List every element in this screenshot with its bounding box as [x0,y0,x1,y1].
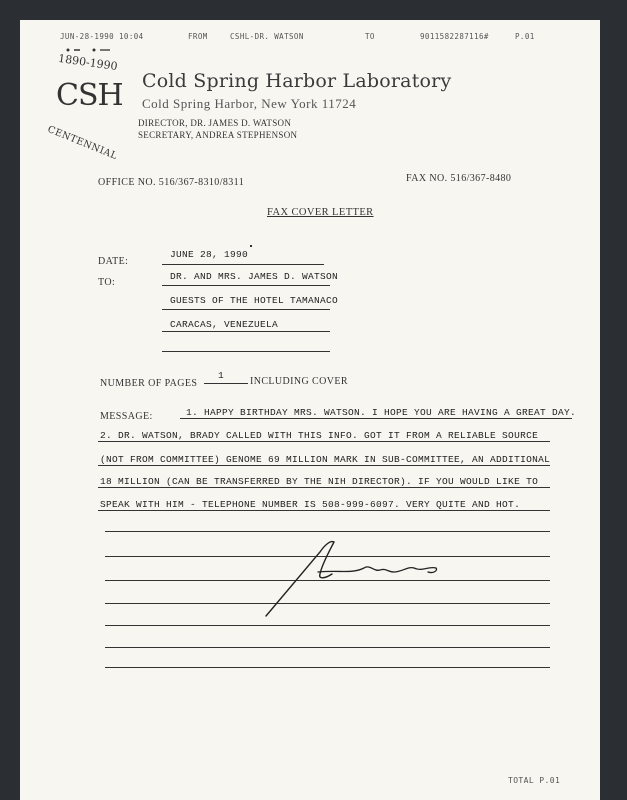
to-rule-4 [162,351,330,352]
logo-initials: CSH [56,78,123,113]
ink-dot [250,245,252,247]
logo-marks [64,44,84,50]
pages-rule [204,383,248,384]
fax-number: 9011582287116# [420,32,489,41]
message-line-1: 1. HAPPY BIRTHDAY MRS. WATSON. I HOPE YOU ARE HAVING A GREAT DAY. [186,407,577,418]
total-pages: TOTAL P.01 [508,776,561,785]
message-rule-5 [98,510,550,511]
logo-years: 1890-1990 [57,51,119,74]
lab-address: Cold Spring Harbor, New York 11724 [142,96,357,111]
blank-rule-5 [105,625,550,626]
lab-name: Cold Spring Harbor Laboratory [142,70,452,92]
date-value: JUNE 28, 1990 [170,249,249,260]
pages-label: NUMBER OF PAGES [100,378,198,389]
fax-page-number: P.01 [515,32,535,41]
to-label: TO: [98,277,116,288]
message-rule-1 [180,418,572,419]
fax-from-label: FROM [188,32,208,41]
message-label: MESSAGE: [100,411,153,422]
to-rule-3 [162,331,330,332]
fax-page [20,20,600,800]
logo-centennial: CENTENNIAL [45,124,119,163]
date-label: DATE: [98,256,129,267]
fax-datetime: JUN-28-1990 10:04 [60,32,144,41]
to-line-1: DR. AND MRS. JAMES D. WATSON [170,271,339,282]
to-rule-2 [162,309,330,310]
office-number: OFFICE NO. 516/367-8310/8311 [98,177,245,188]
blank-rule-7 [105,667,550,668]
fax-office-number: FAX NO. 516/367-8480 [406,173,512,184]
pages-suffix: INCLUDING COVER [250,376,348,387]
message-line-4: 18 MILLION (CAN BE TRANSFERRED BY THE NIH DIRECTOR). IF YOU WOULD LIKE TO [100,476,539,487]
message-rule-4 [98,487,550,488]
message-line-3: (NOT FROM COMMITTEE) GENOME 69 MILLION MARK IN SUB-COMMITTEE, AN ADDITIONAL [100,454,551,465]
director-line: DIRECTOR, DR. JAMES D. WATSON [138,118,292,128]
signature [260,520,460,620]
message-line-5: SPEAK WITH HIM - TELEPHONE NUMBER IS 508-999-6097. VERY QUITE AND HOT. [100,499,521,510]
fax-to-label: TO [365,32,375,41]
pages-value: 1 [218,370,225,381]
to-line-3: CARACAS, VENEZUELA [170,319,279,330]
message-rule-3 [98,465,550,466]
secretary-line: SECRETARY, ANDREA STEPHENSON [138,130,298,140]
blank-rule-6 [105,647,550,648]
form-title: FAX COVER LETTER [267,207,374,218]
to-rule-1 [162,285,330,286]
fax-sender: CSHL-DR. WATSON [230,32,304,41]
date-rule [162,264,324,265]
message-rule-2 [98,441,550,442]
to-line-2: GUESTS OF THE HOTEL TAMANACO [170,295,339,306]
message-line-2: 2. DR. WATSON, BRADY CALLED WITH THIS INFO. GOT IT FROM A RELIABLE SOURCE [100,430,539,441]
